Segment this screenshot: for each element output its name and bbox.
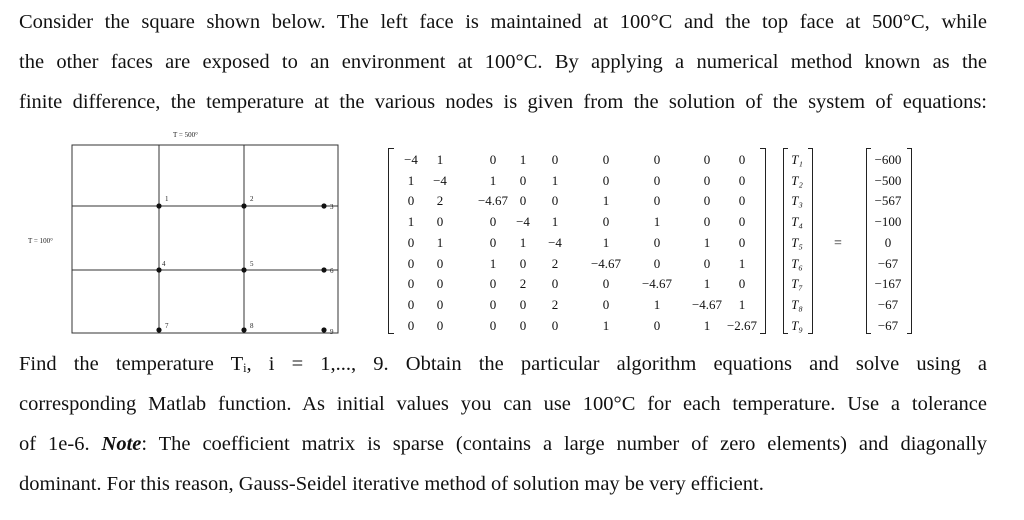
matrix-cell: 0 [602, 214, 610, 230]
matrix-cell: 0 [489, 317, 497, 333]
matrix-cell: 1 [602, 317, 610, 333]
intro-line-3: finite difference, the temperature at the various nodes is given from the solution of the system of equations: [19, 91, 987, 113]
matrix-cell: 1 [407, 214, 415, 230]
matrix-cell: 0 [436, 214, 444, 230]
matrix-cell: 0 [602, 172, 610, 188]
matrix-cell: 0 [436, 296, 444, 312]
matrix-cell: 1 [653, 296, 661, 312]
matrix-cell: 0 [407, 193, 415, 209]
matrix-cell: −4.67 [691, 296, 723, 312]
node-label-6: 6 [330, 267, 334, 275]
matrix-cell: 0 [407, 296, 415, 312]
matrix-cell: 2 [436, 193, 444, 209]
task-line-3 [19, 424, 987, 464]
intro-line-2: the other faces are exposed to an environment at 100°C. By applying a numerical method known as the [19, 51, 987, 73]
matrix-cell: 2 [519, 276, 527, 292]
matrix-cell: 0 [738, 214, 746, 230]
matrix-cell: 1 [738, 255, 746, 271]
task-line-2: corresponding Matlab function. As initial values you can use 100°C for each temperature. Use a tolerance [19, 393, 987, 415]
matrix-cell: −2.67 [726, 317, 758, 333]
matrix-cell: 0 [738, 172, 746, 188]
matrix-cell: −4.67 [477, 193, 509, 209]
matrix-cell: 0 [738, 193, 746, 209]
node-label-1: 1 [165, 195, 169, 203]
matrix-cell: 0 [436, 317, 444, 333]
matrix-cell: 0 [519, 255, 527, 271]
matrix-cell: 0 [551, 276, 559, 292]
matrix-cell: 0 [703, 214, 711, 230]
matrix-cell: 2 [551, 255, 559, 271]
matrix-cell: 0 [436, 276, 444, 292]
matrix-cell: 0 [738, 234, 746, 250]
matrix-cell: 1 [551, 172, 559, 188]
note-label: Note [101, 433, 142, 455]
rhs-vector [0, 150, 1024, 335]
matrix-cell: 0 [489, 214, 497, 230]
matrix-cell: 0 [653, 234, 661, 250]
top-boundary-label: T = 500° [173, 131, 198, 139]
matrix-cell: −4 [516, 214, 530, 230]
task-line-4: dominant. For this reason, Gauss-Seidel iterative method of solution may be very efficient. [19, 473, 764, 495]
matrix-cell: 1 [738, 296, 746, 312]
node-label-8: 8 [250, 322, 254, 330]
rhs-entry: −167 [874, 276, 902, 292]
matrix-cell: 0 [407, 317, 415, 333]
matrix-cell: 1 [653, 214, 661, 230]
rhs-entry: −500 [874, 172, 902, 188]
left-boundary-label: T = 100° [28, 237, 53, 245]
intro-line-1: Consider the square shown below. The left face is maintained at 100°C and the top face at 500°C, while [19, 11, 987, 33]
matrix-cell: 1 [602, 193, 610, 209]
matrix-cell: 0 [703, 152, 711, 167]
matrix-cell: 1 [407, 172, 415, 188]
node-label-7: 7 [165, 322, 169, 330]
matrix-cell: 1 [519, 152, 527, 167]
equals-sign: = [834, 236, 842, 251]
matrix-cell: 1 [436, 234, 444, 250]
rhs-entry: −67 [877, 255, 899, 271]
node-label-4: 4 [162, 260, 166, 268]
matrix-cell: 1 [551, 214, 559, 230]
node-label-9: 9 [330, 328, 334, 336]
task-paragraph [19, 344, 987, 504]
matrix-cell: 0 [551, 152, 559, 167]
matrix-cell: 0 [653, 193, 661, 209]
unknown-entry: T₃ [791, 193, 803, 209]
matrix-cell: 0 [519, 317, 527, 333]
matrix-cell: 0 [489, 296, 497, 312]
matrix-cell: 1 [703, 276, 711, 292]
matrix-cell: 1 [489, 255, 497, 271]
rhs-entry: −567 [874, 193, 902, 209]
matrix-cell: −4 [433, 172, 447, 188]
unknown-entry: T₈ [791, 296, 803, 312]
unknown-entry: T₉ [791, 317, 803, 333]
matrix-cell: 0 [407, 276, 415, 292]
matrix-cell: 0 [519, 296, 527, 312]
rhs-entry: −67 [877, 317, 899, 333]
matrix-cell: −4 [404, 152, 418, 167]
rhs-entry: −100 [874, 214, 902, 230]
intro-paragraph [19, 2, 987, 122]
task-line-1: Find the temperature Tᵢ, i = 1,..., 9. Obtain the particular algorithm equations and solve using a [19, 353, 987, 375]
unknown-entry: T₅ [791, 234, 803, 250]
matrix-cell: 0 [407, 255, 415, 271]
unknown-entry: T₆ [791, 255, 803, 271]
matrix-cell: 0 [703, 172, 711, 188]
matrix-cell: 0 [703, 255, 711, 271]
matrix-cell: 0 [653, 172, 661, 188]
matrix-cell: 0 [489, 276, 497, 292]
matrix-cell: 0 [602, 296, 610, 312]
matrix-cell: 1 [703, 317, 711, 333]
matrix-cell: 0 [519, 172, 527, 188]
unknown-entry: T₄ [791, 214, 803, 230]
matrix-cell: 0 [703, 193, 711, 209]
matrix-cell: 1 [703, 234, 711, 250]
rhs-entry: 0 [884, 234, 892, 250]
node-label-3: 3 [330, 203, 334, 211]
matrix-cell: 0 [551, 317, 559, 333]
node-label-2: 2 [250, 195, 254, 203]
matrix-cell: 0 [738, 152, 746, 167]
matrix-cell: 1 [602, 234, 610, 250]
matrix-cell: 0 [436, 255, 444, 271]
matrix-cell: 1 [436, 152, 444, 167]
node-label-5: 5 [250, 260, 254, 268]
matrix-cell: 1 [519, 234, 527, 250]
matrix-cell: −4.67 [641, 276, 673, 292]
matrix-cell: 1 [489, 172, 497, 188]
unknown-entry: T₂ [791, 172, 803, 188]
note-text: : The coefficient matrix is sparse (contains a large number of zero elements) and diagonally [141, 433, 987, 455]
matrix-cell: −4.67 [590, 255, 622, 271]
unknown-entry: T₁ [791, 152, 803, 167]
matrix-cell: 2 [551, 296, 559, 312]
matrix-cell: 0 [653, 317, 661, 333]
matrix-cell: 0 [489, 234, 497, 250]
matrix-cell: 0 [653, 152, 661, 167]
matrix-cell: 0 [551, 193, 559, 209]
tolerance-text: of 1e-6. [19, 433, 90, 455]
matrix-cell: 0 [602, 276, 610, 292]
matrix-cell: −4 [548, 234, 562, 250]
rhs-entry: −600 [874, 152, 902, 167]
rhs-entry: −67 [877, 296, 899, 312]
unknown-entry: T₇ [791, 276, 803, 292]
matrix-cell: 0 [602, 152, 610, 167]
matrix-cell: 0 [489, 152, 497, 167]
matrix-cell: 0 [653, 255, 661, 271]
matrix-cell: 0 [519, 193, 527, 209]
matrix-cell: 0 [407, 234, 415, 250]
matrix-cell: 0 [738, 276, 746, 292]
